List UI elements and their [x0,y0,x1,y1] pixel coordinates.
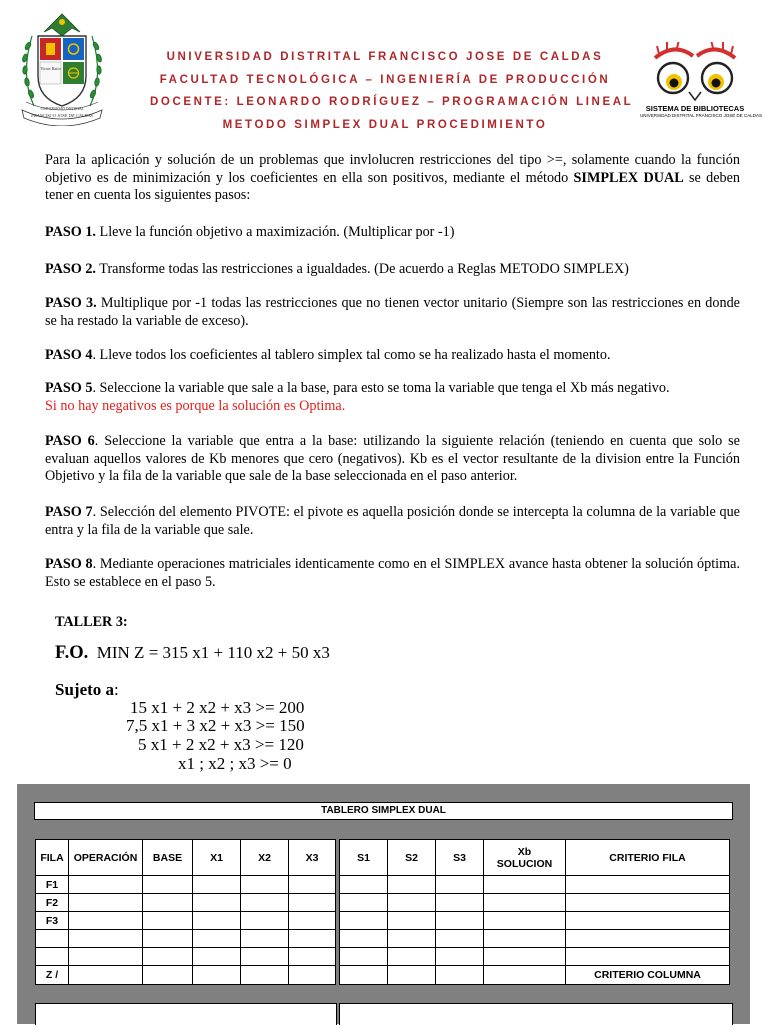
header-document-title: METODO SIMPLEX DUAL PROCEDIMIENTO [222,119,548,131]
table-cell[interactable] [566,894,730,912]
step-label: PASO 1. [45,224,96,240]
table-cell[interactable] [566,930,730,948]
table-cell[interactable] [289,930,336,948]
table-cell[interactable] [484,930,566,948]
step-label: PASO 8 [45,556,93,572]
table-cell[interactable] [289,894,336,912]
table-cell[interactable] [69,948,143,966]
intro-text-after: se deben tener en cuenta los siguientes pasos: [45,169,740,203]
university-seal-logo [14,6,110,126]
table-cell[interactable] [69,894,143,912]
fo-label: F.O. [55,643,89,663]
table-cell[interactable] [436,894,484,912]
table-cell[interactable] [436,912,484,930]
table-cell[interactable] [484,894,566,912]
step-2 [45,261,740,279]
table-cell[interactable] [484,966,566,985]
objective-function [55,643,330,664]
table-cell[interactable] [484,876,566,894]
table-cell[interactable] [566,876,730,894]
table-cell[interactable] [436,966,484,985]
intro-bold: SIMPLEX DUAL [573,169,684,186]
step-text: . Mediante operaciones matriciales identicamente como en el SIMPLEX avance hasta obtener la solución óptima. Esto se establece en el paso 5. [45,556,740,590]
table-cell[interactable] [340,894,388,912]
header-s2: S2 [388,840,436,876]
table-cell[interactable] [484,948,566,966]
criterio-columna-label: CRITERIO COLUMNA [566,966,730,985]
table-cell[interactable] [340,876,388,894]
step-label: PASO 7 [45,504,93,520]
constraint-3: 5 x1 + 2 x2 + x3 >= 120 [138,735,304,754]
step-5 [45,380,740,415]
header-xb-solucion [484,840,566,876]
table-cell[interactable] [69,930,143,948]
header-base: BASE [143,840,193,876]
header-solucion: SOLUCION [496,857,553,870]
table-cell[interactable] [388,876,436,894]
seal-ribbon-text-top: UNIVERSIDAD DISTRITAL [40,107,84,111]
table-cell[interactable] [436,948,484,966]
table-cell[interactable] [566,912,730,930]
header-s3: S3 [436,840,484,876]
library-subtitle: UNIVERSIDAD DISTRITAL FRANCISCO JOSÉ DE CALDAS [640,113,763,118]
step-text: . Selección del elemento PIVOTE: el pivote es aquella posición donde se intercepta la columna de la variable que entra y la fila de la variable que sale. [45,504,740,538]
sujeto-label: Sujeto a [55,680,115,699]
fo-expression: MIN Z = 315 x1 + 110 x2 + 50 x3 [96,643,330,662]
constraint-2: 7,5 x1 + 3 x2 + x3 >= 150 [126,716,305,735]
row-label-f2: F2 [36,894,69,912]
step-text: Lleve la función objetivo a maximización. (Multiplicar por -1) [95,224,455,240]
table-cell[interactable] [289,912,336,930]
seal-ribbon-text: FRANCISCO JOSE DE CALDAS [31,113,93,118]
header-criterio-fila: CRITERIO FILA [566,840,730,876]
table-cell[interactable] [289,876,336,894]
table-cell[interactable] [436,876,484,894]
table-cell[interactable] [484,912,566,930]
step-8 [45,556,740,591]
step-text: . Lleve todos los coeficientes al tablero simplex tal como se ha realizado hasta el momento. [92,347,611,363]
table-cell[interactable] [193,966,241,985]
table-cell[interactable] [143,930,193,948]
header-teacher: DOCENTE: LEONARDO RODRÍGUEZ – PROGRAMACIÓN LINEAL [150,96,634,108]
next-tablero-right-stub [339,1003,733,1025]
constraint-1: 15 x1 + 2 x2 + x3 >= 200 [130,698,305,717]
step-7 [45,504,740,539]
step-label: PASO 2. [45,261,96,277]
step-text: . Seleccione la variable que entra a la base: utilizando la siguiente relación (teniendo en cuenta que solo se evaluan aquellos valores de Kb menores que cero (negativos). Kb es el vector resultante de la division entre la Función Objetivo y la fila de la variable que sale de la base seleccionada en el paso anterior. [45,433,740,484]
header-fila: FILA [36,840,69,876]
table-cell[interactable] [340,912,388,930]
table-cell[interactable] [241,894,289,912]
table-cell[interactable] [143,876,193,894]
table-cell[interactable] [193,948,241,966]
header-x2: X2 [241,840,289,876]
table-cell[interactable] [340,930,388,948]
table-cell[interactable] [193,876,241,894]
library-name: SISTEMA DE BIBLIOTECAS [645,104,745,113]
table-cell[interactable] [143,894,193,912]
step-label: PASO 3. [45,295,97,311]
taller-title: TALLER 3: [55,614,128,630]
intro-text: Para la aplicación y solución de un problemas que invlolucren restricciones del tipo >=, solamente cuando la función objetivo es de minimización y los coeficientes en ella son positivos, mediante el método [45,152,740,186]
header-operacion: OPERACIÓN [69,840,143,876]
table-cell[interactable] [388,966,436,985]
constraint-nonnegativity: x1 ; x2 ; x3 >= 0 [178,754,292,773]
step-5-note: Si no hay negativos es porque la solución es Optima. [45,397,346,414]
header-xb: Xb [517,845,532,858]
step-text: Multiplique por -1 todas las restricciones que no tienen vector unitario (Siempre son las restricciones en donde se ha restado la variable de exceso). [45,295,740,329]
table-cell[interactable] [289,948,336,966]
step-label: PASO 6 [45,433,95,449]
header-university: UNIVERSIDAD DISTRITAL FRANCISCO JOSE DE CALDAS [166,51,604,63]
tablero-left-table [35,839,336,985]
table-cell[interactable] [143,948,193,966]
table-cell[interactable] [69,966,143,985]
table-cell[interactable] [388,948,436,966]
row-label-empty [36,930,69,948]
tablero-title: TABLERO SIMPLEX DUAL [34,802,733,820]
step-6 [45,433,740,486]
table-cell[interactable] [566,948,730,966]
table-cell[interactable] [193,912,241,930]
table-cell[interactable] [241,876,289,894]
row-label-f3: F3 [36,912,69,930]
subject-to-heading [55,680,119,700]
step-4 [45,347,740,365]
table-cell[interactable] [143,966,193,985]
header-x1: X1 [193,840,241,876]
table-cell[interactable] [388,894,436,912]
table-cell[interactable] [340,948,388,966]
step-label: PASO 4 [45,347,93,363]
step-3 [45,295,740,330]
row-label-f1: F1 [36,876,69,894]
row-label-z: Z / [36,966,69,985]
table-cell[interactable] [289,966,336,985]
table-cell[interactable] [436,930,484,948]
tablero-right-table [339,839,730,985]
table-cell[interactable] [340,966,388,985]
step-text: Transforme todas las restricciones a igualdades. (De acuerdo a Reglas METODO SIMPLEX) [95,261,629,277]
table-cell[interactable] [193,930,241,948]
header-s1: S1 [340,840,388,876]
table-cell[interactable] [241,948,289,966]
row-label-empty [36,948,69,966]
header-faculty: FACULTAD TECNOLÓGICA – INGENIERÍA DE PRODUCCIÓN [159,74,611,86]
sujeto-colon: : [114,680,119,699]
table-cell[interactable] [143,912,193,930]
table-cell[interactable] [241,966,289,985]
intro-paragraph [45,152,740,205]
table-cell[interactable] [388,912,436,930]
step-label: PASO 5 [45,380,93,396]
step-1 [45,224,740,242]
seal-motto: Virtus Ratio [40,66,61,71]
table-cell[interactable] [241,930,289,948]
table-cell[interactable] [193,894,241,912]
table-cell[interactable] [69,876,143,894]
step-text: . Seleccione la variable que sale a la base, para esto se toma la variable que tenga el Xb más negativo. [92,380,670,396]
next-tablero-left-stub [35,1003,337,1025]
table-cell[interactable] [69,912,143,930]
table-cell[interactable] [388,930,436,948]
table-cell[interactable] [241,912,289,930]
header-x3: X3 [289,840,336,876]
